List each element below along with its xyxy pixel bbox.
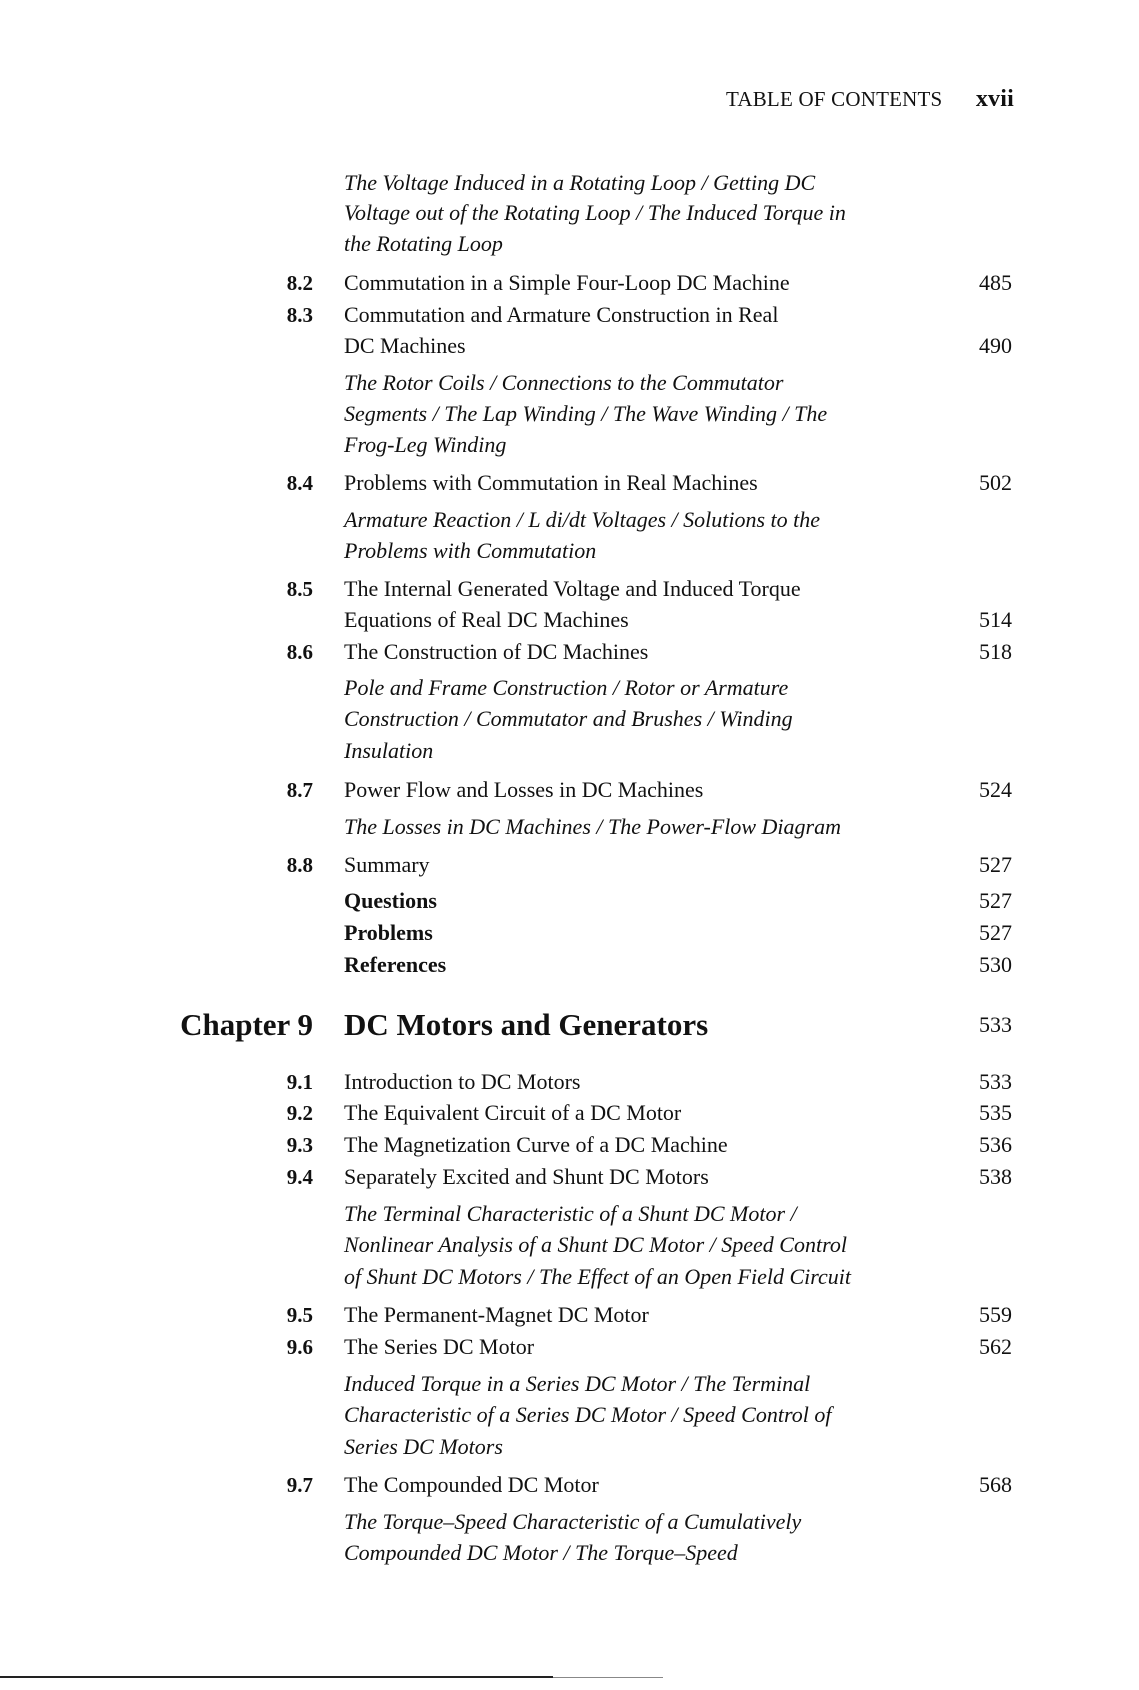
toc-entry[interactable] xyxy=(0,1332,1139,1362)
toc-entry-continued[interactable] xyxy=(0,605,1139,635)
section-title: The Construction of DC Machines xyxy=(344,639,649,664)
toc-subtopics xyxy=(0,168,1139,198)
subtopics-text: Voltage out of the Rotating Loop / The Induced Torque in xyxy=(344,200,846,225)
page-number: 533 xyxy=(979,1012,1012,1037)
toc-subtopics xyxy=(0,1199,1139,1229)
subtopics-text: Problems with Commutation xyxy=(344,538,597,563)
toc-entry[interactable] xyxy=(0,468,1139,498)
section-title: Commutation in a Simple Four-Loop DC Machine xyxy=(344,270,790,295)
section-title: The Compounded DC Motor xyxy=(344,1472,599,1497)
section-number: 9.7 xyxy=(286,1473,313,1497)
page-number: 527 xyxy=(979,852,1012,877)
page-number: 538 xyxy=(979,1164,1012,1189)
section-number: 8.5 xyxy=(286,577,313,601)
toc-subtopics xyxy=(0,1400,1139,1430)
subtopics-text: Insulation xyxy=(344,738,434,763)
toc-entry[interactable] xyxy=(0,268,1139,298)
toc-subtopics xyxy=(0,198,1139,228)
section-title: Problems with Commutation in Real Machines xyxy=(344,470,758,495)
section-title: The Permanent-Magnet DC Motor xyxy=(344,1302,649,1327)
running-head xyxy=(726,86,1014,113)
page-number: 535 xyxy=(979,1100,1012,1125)
toc-subtopics xyxy=(0,399,1139,429)
subtopics-text: Frog-Leg Winding xyxy=(344,432,507,457)
toc-entry-questions[interactable] xyxy=(0,886,1139,916)
page-number: 502 xyxy=(979,470,1012,495)
section-title: Summary xyxy=(344,852,430,877)
toc-chapter-heading[interactable] xyxy=(0,1005,1139,1045)
page-edge-rule-faint xyxy=(553,1677,663,1678)
section-number: 8.4 xyxy=(286,471,313,495)
toc-subtopics xyxy=(0,736,1139,766)
toc-entry[interactable] xyxy=(0,637,1139,667)
section-number: 8.8 xyxy=(286,853,313,877)
section-title: Commutation and Armature Construction in Real xyxy=(344,302,779,327)
page-number: 530 xyxy=(979,952,1012,977)
section-number: 8.7 xyxy=(286,778,313,802)
subtopics-text: Induced Torque in a Series DC Motor / The Terminal xyxy=(344,1371,811,1396)
subtopics-text: The Rotor Coils / Connections to the Commutator xyxy=(344,370,784,395)
toc-subtopics xyxy=(0,1432,1139,1462)
running-head-title: TABLE OF CONTENTS xyxy=(726,87,943,111)
toc-subtopics xyxy=(0,1230,1139,1260)
toc-entry-references[interactable] xyxy=(0,950,1139,980)
section-title: References xyxy=(344,952,447,977)
toc-subtopics xyxy=(0,704,1139,734)
section-title: Separately Excited and Shunt DC Motors xyxy=(344,1164,709,1189)
toc-entry[interactable] xyxy=(0,574,1139,604)
section-number: 9.2 xyxy=(286,1101,313,1125)
toc-entry-problems[interactable] xyxy=(0,918,1139,948)
page-folio: xvii xyxy=(975,86,1014,112)
toc-subtopics xyxy=(0,1538,1139,1568)
subtopics-text: of Shunt DC Motors / The Effect of an Open Field Circuit xyxy=(344,1264,851,1289)
toc-subtopics xyxy=(0,505,1139,535)
section-number: 8.6 xyxy=(286,640,313,664)
subtopics-text: Compounded DC Motor / The Torque–Speed xyxy=(344,1540,738,1565)
page-number: 527 xyxy=(979,920,1012,945)
page-number: 524 xyxy=(979,777,1012,802)
toc-entry[interactable] xyxy=(0,1067,1139,1097)
section-number: 9.1 xyxy=(286,1070,313,1094)
page-number: 518 xyxy=(979,639,1012,664)
section-title: DC Machines xyxy=(344,333,466,358)
toc-entry[interactable] xyxy=(0,1130,1139,1160)
subtopics-text: The Torque–Speed Characteristic of a Cumulatively xyxy=(344,1509,802,1534)
toc-subtopics xyxy=(0,368,1139,398)
section-title: Equations of Real DC Machines xyxy=(344,607,629,632)
section-number: 8.3 xyxy=(286,303,313,327)
page-number: 562 xyxy=(979,1334,1012,1359)
toc-entry[interactable] xyxy=(0,850,1139,880)
page-edge-rule xyxy=(0,1676,553,1678)
subtopics-text: The Voltage Induced in a Rotating Loop / Getting DC xyxy=(344,170,816,195)
chapter-label: Chapter 9 xyxy=(180,1007,313,1042)
toc-subtopics xyxy=(0,1369,1139,1399)
subtopics-text: The Losses in DC Machines / The Power-Flow Diagram xyxy=(344,814,841,839)
section-number: 8.2 xyxy=(286,271,313,295)
subtopics-text: the Rotating Loop xyxy=(344,231,503,256)
toc-entry[interactable] xyxy=(0,1098,1139,1128)
subtopics-text: Segments / The Lap Winding / The Wave Winding / The xyxy=(344,401,828,426)
subtopics-text: Construction / Commutator and Brushes / Winding xyxy=(344,706,793,731)
section-title: Introduction to DC Motors xyxy=(344,1069,581,1094)
subtopics-text: Characteristic of a Series DC Motor / Speed Control of xyxy=(344,1402,832,1427)
section-title: Questions xyxy=(344,888,437,913)
page-number: 559 xyxy=(979,1302,1012,1327)
page-number: 536 xyxy=(979,1132,1012,1157)
toc-subtopics xyxy=(0,229,1139,259)
section-number: 9.6 xyxy=(286,1335,313,1359)
toc-entry-continued[interactable] xyxy=(0,331,1139,361)
page-number: 485 xyxy=(979,270,1012,295)
section-title: The Equivalent Circuit of a DC Motor xyxy=(344,1100,682,1125)
subtopics-text: Armature Reaction / L di/dt Voltages / Solutions to the xyxy=(344,507,821,532)
toc-entry[interactable] xyxy=(0,1300,1139,1330)
toc-subtopics xyxy=(0,1507,1139,1537)
section-title: The Internal Generated Voltage and Induced Torque xyxy=(344,576,801,601)
page-number: 533 xyxy=(979,1069,1012,1094)
section-number: 9.5 xyxy=(286,1303,313,1327)
page-number: 568 xyxy=(979,1472,1012,1497)
toc-entry[interactable] xyxy=(0,300,1139,330)
toc-subtopics xyxy=(0,430,1139,460)
page-number: 490 xyxy=(979,333,1012,358)
chapter-title: DC Motors and Generators xyxy=(344,1007,709,1042)
toc-entry[interactable] xyxy=(0,1470,1139,1500)
section-title: The Series DC Motor xyxy=(344,1334,535,1359)
section-title: Problems xyxy=(344,920,433,945)
toc-subtopics xyxy=(0,536,1139,566)
toc-subtopics xyxy=(0,673,1139,703)
subtopics-text: Series DC Motors xyxy=(344,1434,503,1459)
subtopics-text: The Terminal Characteristic of a Shunt DC Motor / xyxy=(344,1201,797,1226)
toc-entry[interactable] xyxy=(0,1162,1139,1192)
toc-subtopics xyxy=(0,812,1139,842)
toc-entry[interactable] xyxy=(0,775,1139,805)
subtopics-text: Pole and Frame Construction / Rotor or Armature xyxy=(344,675,789,700)
section-number: 9.3 xyxy=(286,1133,313,1157)
section-title: Power Flow and Losses in DC Machines xyxy=(344,777,704,802)
page-number: 514 xyxy=(979,607,1012,632)
page-number: 527 xyxy=(979,888,1012,913)
section-number: 9.4 xyxy=(286,1165,313,1189)
subtopics-text: Nonlinear Analysis of a Shunt DC Motor / Speed Control xyxy=(344,1232,847,1257)
section-title: The Magnetization Curve of a DC Machine xyxy=(344,1132,728,1157)
toc-subtopics xyxy=(0,1262,1139,1292)
